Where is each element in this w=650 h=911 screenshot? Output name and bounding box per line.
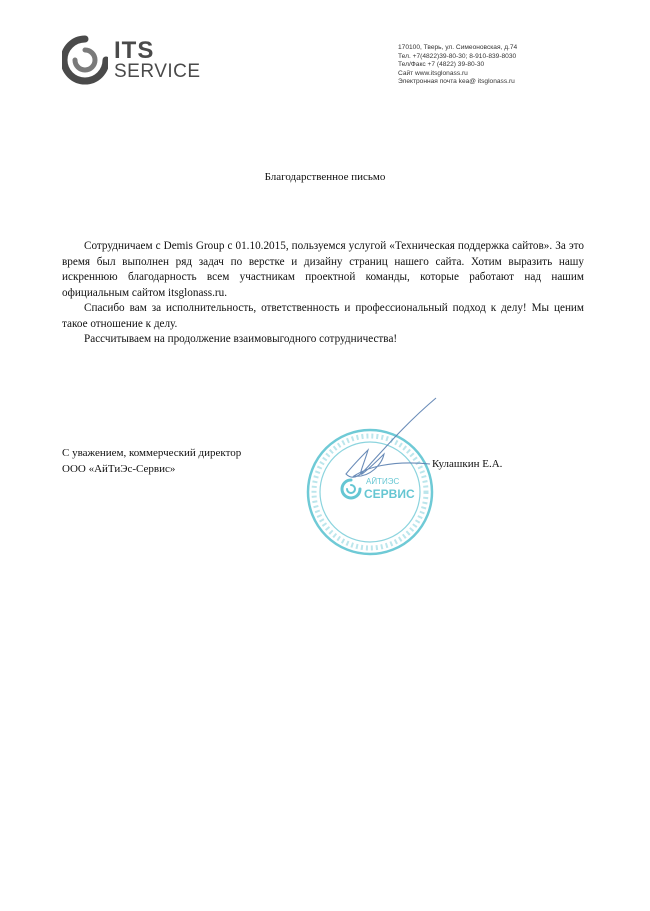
signer-name: Кулашкин Е.А. (432, 458, 503, 470)
company-stamp (300, 390, 460, 570)
closing-company: ООО «АйТиЭс-Сервис» (62, 463, 176, 475)
logo-text-service: SERVICE (114, 61, 201, 82)
letter-paragraph: Спасибо вам за исполнительность, ответственность и профессиональный подход к делу! Мы ценим такое отношение к делу. (62, 302, 584, 330)
company-logo (62, 35, 212, 85)
stamp-logo-icon (342, 480, 360, 498)
contact-website: Сайт www.itsglonass.ru (398, 69, 468, 77)
contact-fax: Тел/Факс +7 (4822) 39-80-30 (398, 61, 485, 69)
stamp-text-line1: АЙТИЭС (366, 477, 400, 486)
company-contacts (398, 44, 598, 87)
letter-paragraph: Сотрудничаем с Demis Group с 01.10.2015, пользуемся услугой «Техническая поддержка сайтов». За это время был выполнен ряд задач по верстке и дизайну страниц нашего сайта. Хотим выразить нашу искреннюю благодарность всем участникам проектной команды, которые работают над нашим официальным сайтом itsglonass.ru. (62, 240, 584, 299)
closing-regards: С уважением, коммерческий директор (62, 447, 242, 459)
its-logo-icon (62, 35, 108, 85)
logo-text-its: ITS (114, 37, 155, 64)
contact-address: 170100, Тверь, ул. Симеоновская, д.74 (398, 44, 518, 51)
letter-closing (62, 445, 241, 477)
contact-phone: Тел. +7(4822)39-80-30; 8-910-839-8030 (398, 52, 517, 60)
stamp-text-line2: СЕРВИС (364, 487, 415, 501)
signature-scribble (346, 398, 436, 477)
letter-paragraph: Рассчитываем на продолжение взаимовыгодного сотрудничества! (84, 333, 398, 345)
letter-body (62, 239, 584, 348)
contact-email: Электронная почта kea@ itsglonass.ru (398, 78, 515, 86)
letter-title: Благодарственное письмо (264, 171, 386, 183)
